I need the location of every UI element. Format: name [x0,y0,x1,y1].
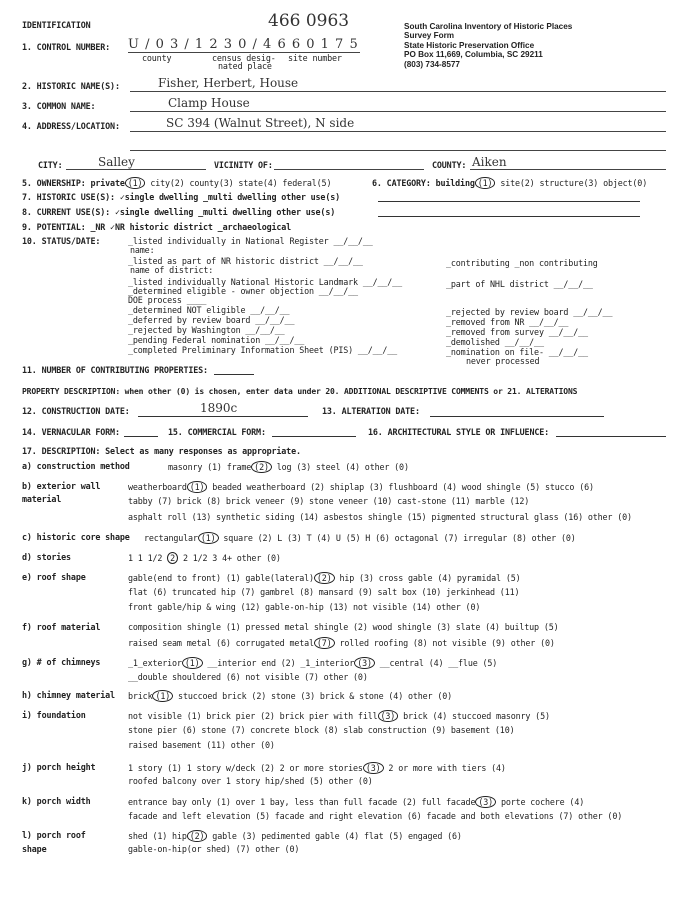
porch-roof-options [128,830,462,842]
option-text: log (3) steel (4) other (0) [271,462,409,472]
agency-line: PO Box 11,669, Columbia, SC 29211 [404,50,543,60]
chimney-material-label: h) chimney material [22,690,115,700]
ownership-options: city(2) county(3) state(4) federal(5) [145,178,332,188]
vicinity-line [274,169,424,170]
option-text: not visible (1) brick pier (2) brick pier with fill [128,711,378,721]
address-line-2 [130,150,666,151]
gable-lateral-selected[interactable]: (2) [314,572,335,584]
control-number-label: 1. CONTROL NUMBER: [22,42,111,52]
control-number-value[interactable]: U / 0 3 / 1 2 3 0 / 4 6 6 0 1 7 5 [128,37,359,52]
porch-width-options-2: facade and left elevation (5) facade and right elevation (6) facade and both elevations (7) other (0) [128,811,623,821]
option-text: __interior end (2) _1_interior [202,658,355,668]
construction-method-options [168,461,409,473]
roof-material-options: composition shingle (1) pressed metal shingle (2) wood shingle (3) slate (4) builtup (5) [128,622,559,632]
city-value[interactable]: Salley [98,155,135,169]
current-use-line [378,216,640,217]
construction-method-label: a) construction method [22,461,130,471]
agency-line: State Historic Preservation Office [404,40,535,50]
roof-shape-label: e) roof shape [22,572,86,582]
core-shape-label: c) historic core shape [22,532,130,542]
two-stories-porch-selected[interactable]: (3) [363,762,384,774]
ownership-row [22,177,331,189]
two-stories-selected[interactable]: 2 [167,552,178,564]
ownership-text: 5. OWNERSHIP: private [22,178,125,188]
core-shape-options [144,532,576,544]
roof-shape-options-2: flat (6) truncated hip (7) gambrel (8) mansard (9) salt box (10) jerkinhead (11) [128,587,520,597]
option-text: 2 1/2 3 4+ other (0) [178,553,281,563]
frame-selected[interactable]: (2) [251,461,272,473]
full-facade-selected[interactable]: (3) [475,796,496,808]
vernacular-form-label: 14. VERNACULAR FORM: [22,427,120,437]
alteration-date-line [430,416,604,417]
option-text: raised seam metal (6) corrugated metal [128,638,314,648]
alteration-date-label: 13. ALTERATION DATE: [322,406,420,416]
option-text: gable(end to front) (1) gable(lateral) [128,573,314,583]
status-right-item: never processed [466,356,540,366]
address-line [130,131,666,132]
roof-material-label: f) roof material [22,622,101,632]
status-item[interactable]: _determined eligible - owner objection __/__/__ [128,286,358,296]
construction-date-label: 12. CONSTRUCTION DATE: [22,406,130,416]
county-label: COUNTY: [432,160,467,170]
foundation-options [128,710,550,722]
exterior-wall-label-2: material [22,494,62,504]
status-item[interactable]: _listed individually National Historic Landmark __/__/__ [128,277,402,287]
identification-heading: IDENTIFICATION [22,20,91,30]
category-row [372,177,647,189]
status-item[interactable]: _rejected by Washington __/__/__ [128,325,285,335]
hip-porch-roof-selected[interactable]: (2) [187,830,208,842]
option-text: brick (4) stuccoed masonry (5) [398,711,550,721]
county-line [470,169,666,170]
county-value[interactable]: Aiken [472,155,507,169]
ownership-private-selected[interactable]: (1) [125,177,146,189]
option-text: porte cochere (4) [496,797,585,807]
exterior-wall-label: b) exterior wall [22,481,101,491]
census-sublabel: census desig- [212,53,276,63]
option-text: beaded weatherboard (2) shiplap (3) flushboard (4) wood shingle (5) stucco (6) [207,482,594,492]
option-text: weatherboard [128,482,187,492]
stories-label: d) stories [22,552,71,562]
status-item[interactable]: _completed Preliminary Information Sheet (PIS) __/__/__ [128,345,398,355]
contributing-label: 11. NUMBER OF CONTRIBUTING PROPERTIES: [22,365,208,375]
option-text: entrance bay only (1) over 1 bay, less than full facade (2) full facade [128,797,476,807]
option-text: _1_exterior [128,658,182,668]
rectangular-selected[interactable]: (1) [198,532,219,544]
status-right-item[interactable]: _demolished __/__/__ [446,337,544,347]
category-options: site(2) structure(3) object(0) [495,178,648,188]
agency-line: Survey Form [404,31,455,41]
site-number-sublabel: site number [288,53,342,63]
status-right-item[interactable]: _contributing _non contributing [446,258,598,268]
chimneys-options-2: __double shouldered (6) not visible (7) other (0) [128,672,368,682]
chimney-material-options [128,690,452,702]
option-text: 1 story (1) 1 story w/deck (2) 2 or more stories [128,763,363,773]
status-right-item[interactable]: _part of NHL district __/__/__ [446,279,593,289]
status-item[interactable]: _deferred by review board __/__/__ [128,315,295,325]
status-item[interactable]: _listed individually in National Register __/__/__ [128,236,373,246]
status-item[interactable]: _listed as part of NR historic district __/__/__ [128,256,363,266]
option-text: brick [128,691,153,701]
county-sublabel: county [142,53,172,63]
option-text: 2 or more with tiers (4) [383,763,506,773]
chimneys-options [128,657,497,669]
city-line [66,169,206,170]
brick-selected[interactable]: (1) [152,690,173,702]
historic-use-row: 7. HISTORIC USE(S): ✓single dwelling _multi dwelling other use(s) [22,192,340,202]
porch-height-label: j) porch height [22,762,96,772]
option-text: __central (4) __flue (5) [374,658,498,668]
porch-roof-label: l) porch roof [22,830,86,840]
category-text: 6. CATEGORY: building [372,178,475,188]
census-sublabel-2: nated place [218,61,272,71]
category-building-selected[interactable]: (1) [475,177,496,189]
historic-names-line [130,91,666,92]
architectural-style-label: 16. ARCHITECTURAL STYLE OR INFLUENCE: [368,427,550,437]
vernacular-form-line [124,436,158,437]
historic-names-value[interactable]: Fisher, Herbert, House [158,76,299,90]
common-name-line [130,111,666,112]
exterior-wall-options-3: asphalt roll (13) synthetic siding (14) asbestos shingle (15) pigmented structural glass (16) other (0) [128,512,632,522]
option-text: rolled roofing (8) not visible (9) other (0) [334,638,555,648]
common-name-label: 3. COMMON NAME: [22,101,96,111]
porch-roof-label-2: shape [22,844,47,854]
status-item[interactable]: _determined NOT eligible __/__/__ [128,305,290,315]
architectural-style-line [556,436,666,437]
status-item: name: [130,245,155,255]
description-heading: 17. DESCRIPTION: Select as many responses as appropriate. [22,446,301,456]
historic-use-line [378,201,640,202]
common-name-value[interactable]: Clamp House [168,96,250,110]
agency-block [404,22,572,69]
status-date-label: 10. STATUS/DATE: [22,236,101,246]
status-right-item[interactable]: _removed from survey __/__/__ [446,327,588,337]
status-item: name of district: [130,265,214,275]
status-right-item[interactable]: _removed from NR __/__/__ [446,317,569,327]
porch-width-label: k) porch width [22,796,91,806]
roof-shape-options [128,572,521,584]
porch-height-options-2: roofed balcony over 1 story hip/shed (5) other (0) [128,776,373,786]
roof-material-options-2 [128,637,555,649]
exterior-wall-options [128,481,594,493]
stories-options [128,552,281,564]
option-text: shed (1) hip [128,831,187,841]
city-label: CITY: [38,160,63,170]
exterior-chimney-selected[interactable]: (1) [182,657,203,669]
option-text: stuccoed brick (2) stone (3) brick & stone (4) other (0) [173,691,453,701]
corrugated-metal-selected[interactable]: (7) [314,637,335,649]
status-right-item[interactable]: _rejected by review board __/__/__ [446,307,613,317]
address-value[interactable]: SC 394 (Walnut Street), N side [166,116,355,130]
interior-chimney-selected[interactable]: (3) [354,657,375,669]
vicinity-label: VICINITY OF: [214,160,273,170]
agency-line: (803) 734-8577 [404,59,460,69]
foundation-options-2: stone pier (6) stone (7) concrete block (8) slab construction (9) basement (10) [128,725,515,735]
construction-date-line [138,416,308,417]
status-item[interactable]: _pending Federal nomination __/__/__ [128,335,305,345]
current-use-row: 8. CURRENT USE(S): ✓single dwelling _multi dwelling other use(s) [22,207,336,217]
contributing-line [214,374,254,375]
potential-row: 9. POTENTIAL: _NR ✓NR historic district _archaeological [22,222,292,232]
commercial-form-label: 15. COMMERCIAL FORM: [168,427,266,437]
option-text: 1 1 1/2 [128,553,168,563]
option-text: gable (3) pedimented gable (4) flat (5) engaged (6) [207,831,462,841]
address-label: 4. ADDRESS/LOCATION: [22,121,120,131]
roof-shape-options-3: front gable/hip & wing (12) gable-on-hip (13) not visible (14) other (0) [128,602,481,612]
porch-width-options [128,796,584,808]
exterior-wall-options-2: tabby (7) brick (8) brick veneer (9) stone veneer (10) cast-stone (11) marble (12) [128,496,530,506]
agency-line: South Carolina Inventory of Historic Places [404,22,573,31]
option-text: rectangular [144,533,198,543]
handwritten-control-number: 466 0963 [268,11,350,31]
porch-roof-options-2: gable-on-hip(or shed) (7) other (0) [128,844,300,854]
property-description-note: PROPERTY DESCRIPTION: when other (0) is chosen, enter data under 20. ADDITIONAL DESCRIPTIVE COMMENTS or 21. ALTERATIONS [22,387,578,396]
foundation-label: i) foundation [22,710,86,720]
option-text: hip (3) cross gable (4) pyramidal (5) [334,573,521,583]
status-item: DOE process ____ [128,295,207,305]
construction-date-value[interactable]: 1890c [200,401,238,415]
weatherboard-selected[interactable]: (1) [187,481,208,493]
option-text: masonry (1) frame [168,462,252,472]
foundation-options-3: raised basement (11) other (0) [128,740,275,750]
brick-pier-fill-selected[interactable]: (3) [378,710,399,722]
historic-names-label: 2. HISTORIC NAME(S): [22,81,120,91]
chimneys-label: g) # of chimneys [22,657,101,667]
option-text: square (2) L (3) T (4) U (5) H (6) octagonal (7) irregular (8) other (0) [218,533,576,543]
commercial-form-line [272,436,356,437]
porch-height-options [128,762,506,774]
status-right-item[interactable]: _nomination on file- __/__/__ [446,347,588,357]
